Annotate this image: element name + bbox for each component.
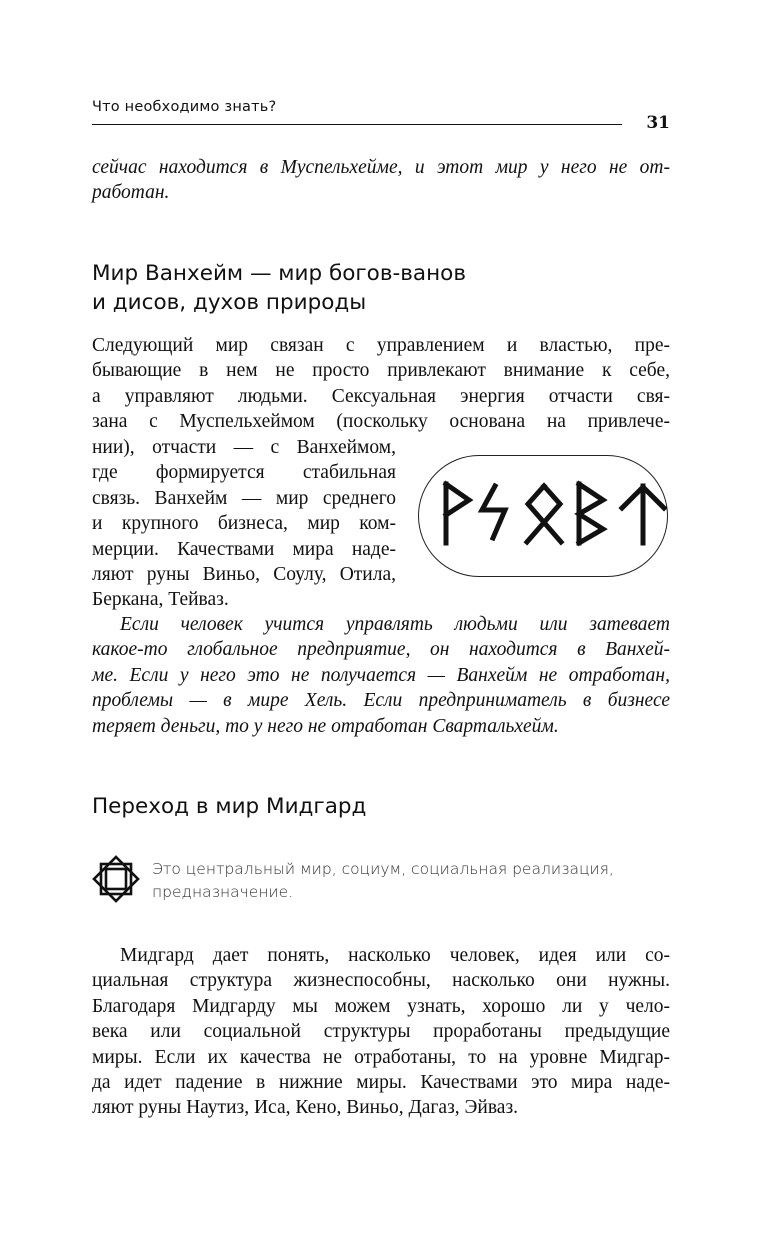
text-line: теряет деньги, то у него не отработан Свартальхейм. [92,715,559,737]
text-line: мерции. Качествами мира наде- [92,538,396,560]
text-line: Это центральный мир, социум, социальная реализация, [152,860,614,878]
tiwaz-rune-icon [622,486,664,543]
text-line: ляют руны Виньо, Соулу, Отила, [92,564,396,586]
text-line: проблемы — в мире Хель. Если предприниматель в бизнесе [92,690,670,712]
text-line: ме. Если у него это не получается — Ванхейм не отработан, [92,664,670,686]
page-number: 31 [646,113,670,133]
section-heading-midgard: Переход в мир Мидгард [92,794,367,819]
wunjo-rune-icon [446,484,469,543]
text-line: нии), отчасти — с Ванхеймом, [92,437,396,458]
text-line: Следующий мир связан с управлением и властью, пре- [92,335,670,356]
eight-pointed-star-icon [92,855,140,903]
rune-set-icon [419,456,669,578]
text-line: бывающие в нем не просто привлекают внимание к себе, [92,360,670,382]
running-title: Что необходимо знать? [92,99,277,115]
text-line: да идет падение в нижние миры. Качествами это мира наде- [92,1072,670,1094]
text-line: Мидгард дает понять, насколько человек, идея или со- [120,945,670,966]
text-line: а управляют людьми. Сексуальная энергия отчасти свя- [92,385,670,407]
vanaheim-paragraph [92,333,670,435]
sowilo-rune-icon [482,486,505,538]
section-heading-vanaheim [92,259,670,317]
text-line: сейчас находится в Муспельхейме, и этот мир у него не от- [92,157,670,178]
text-line: ляют руны Наутиз, Иса, Кено, Виньо, Дагаз, Эйваз. [92,1097,519,1119]
continuation-paragraph [92,155,670,206]
text-line: какое-то глобальное предприятие, он находится в Ванхей- [92,639,670,661]
text-line: и крупного бизнеса, мир ком- [92,513,396,535]
text-line: работан. [92,182,170,204]
vanaheim-italic-paragraph [92,612,670,739]
vanaheim-paragraph-wrapped [92,435,396,613]
text-line: предназначение. [152,883,294,901]
text-line: Беркана, Тейваз. [92,589,229,611]
text-line: века или социальной структуры проработаны предыдущие [92,1021,670,1043]
heading-line: и дисов, духов природы [92,290,367,315]
berkana-rune-icon [579,484,603,543]
text-line: зана с Муспельхеймом (поскольку основана на привлече- [92,411,670,433]
midgard-paragraph [92,943,670,1121]
othala-rune-icon [527,486,561,542]
text-line: миры. Если их качества не отработаны, то на уровне Мидгар- [92,1046,670,1068]
midgard-callout [152,858,672,904]
text-line: где формируется стабильная [92,462,396,484]
text-line: связь. Ванхейм — мир среднего [92,487,396,509]
heading-line: Мир Ванхейм — мир богов-ванов [92,261,466,286]
text-line: Если человек учится управлять людьми или затевает [120,614,670,635]
rune-figure [418,455,668,577]
text-line: Благодаря Мидгарду мы можем узнать, хорошо ли у чело- [92,995,670,1017]
header-rule [92,124,622,125]
text-line: циальная структура жизнеспособны, насколько они нужны. [92,970,670,992]
